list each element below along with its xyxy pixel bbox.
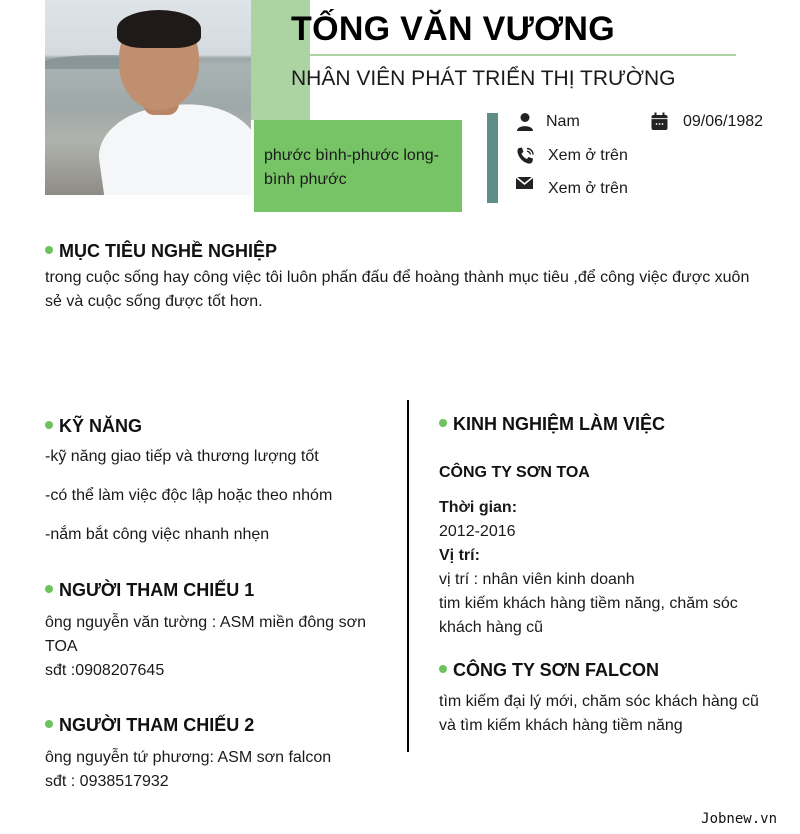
watermark: Jobnew.vn (701, 811, 777, 827)
phone-value: Xem ở trên (548, 147, 628, 164)
objective-title: MỤC TIÊU NGHỀ NGHIỆP (59, 241, 278, 261)
email-value: Xem ở trên (548, 180, 628, 197)
mail-icon (515, 176, 535, 192)
address-text: phước bình-phước long-bình phước (264, 147, 439, 188)
objective-heading (45, 241, 277, 262)
contact-phone (515, 146, 628, 166)
bullet-dot (45, 246, 53, 254)
reference-2-line2: sđt : 0938517932 (45, 773, 169, 790)
reference-1-line2: sđt :0908207645 (45, 662, 165, 679)
photo-hair (117, 10, 201, 48)
phone-icon (515, 146, 536, 166)
skills-heading (45, 416, 142, 437)
user-icon (515, 112, 535, 132)
job-1-time: 2012-2016 (439, 523, 516, 540)
reference-2-line1: ông nguyễn tứ phương: ASM sơn falcon (45, 749, 332, 766)
skill-item: -có thể làm việc độc lập hoặc theo nhóm (45, 487, 333, 504)
job-1-time-label: Thời gian: (439, 499, 518, 516)
contact-accent-bar (487, 113, 498, 203)
bullet-dot (45, 720, 53, 728)
skill-item: -nắm bắt công việc nhanh nhẹn (45, 526, 270, 543)
job-2-company: CÔNG TY SƠN FALCON (453, 660, 660, 680)
reference-1-title: NGƯỜI THAM CHIẾU 1 (59, 580, 255, 600)
job-2-description: tìm kiếm đại lý mới, chăm sóc khách hàng cũ và tìm kiếm khách hàng tiềm năng (439, 693, 759, 734)
candidate-name: TỐNG VĂN VƯƠNG (291, 10, 615, 48)
birthday-value: 09/06/1982 (683, 112, 764, 130)
job-1-position: vị trí : nhân viên kinh doanh (439, 571, 635, 588)
job-1-description: tim kiếm khách hàng tiềm năng, chăm sóc khách hàng cũ (439, 595, 738, 636)
objective-text: trong cuộc sống hay công việc tôi luôn phấn đấu để hoàng thành mục tiêu ,để công việc được xuôn sẻ và cuộc sống được tốt hơn. (45, 269, 750, 310)
experience-heading (439, 414, 665, 435)
reference-1-line1: ông nguyễn văn tường : ASM miền đông sơn TOA (45, 614, 366, 655)
job-1-position-label: Vị trí: (439, 547, 480, 564)
job-title: NHÂN VIÊN PHÁT TRIỂN THỊ TRƯỜNG (291, 67, 676, 90)
reference-2-title: NGƯỜI THAM CHIẾU 2 (59, 715, 255, 735)
column-divider (407, 400, 409, 752)
skill-item: -kỹ năng giao tiếp và thương lượng tốt (45, 448, 319, 465)
bullet-dot (439, 419, 447, 427)
job-2-heading (439, 660, 659, 681)
bullet-dot (439, 665, 447, 673)
name-underline (291, 54, 736, 56)
gender-value: Nam (546, 113, 580, 130)
job-1-details (439, 496, 769, 640)
address-box (254, 120, 462, 212)
contact-gender (515, 112, 580, 132)
skills-title: KỸ NĂNG (59, 416, 143, 436)
contact-email (515, 180, 628, 198)
reference-1-text (45, 611, 366, 683)
profile-photo (45, 0, 251, 195)
reference-1-heading (45, 580, 254, 601)
reference-2-heading (45, 715, 254, 736)
job-1-company: CÔNG TY SƠN TOA (439, 464, 590, 481)
bullet-dot (45, 585, 53, 593)
experience-title: KINH NGHIỆM LÀM VIỆC (453, 414, 666, 434)
contact-birthday (650, 112, 763, 131)
reference-2-text (45, 746, 385, 794)
bullet-dot (45, 421, 53, 429)
calendar-icon (650, 112, 669, 131)
